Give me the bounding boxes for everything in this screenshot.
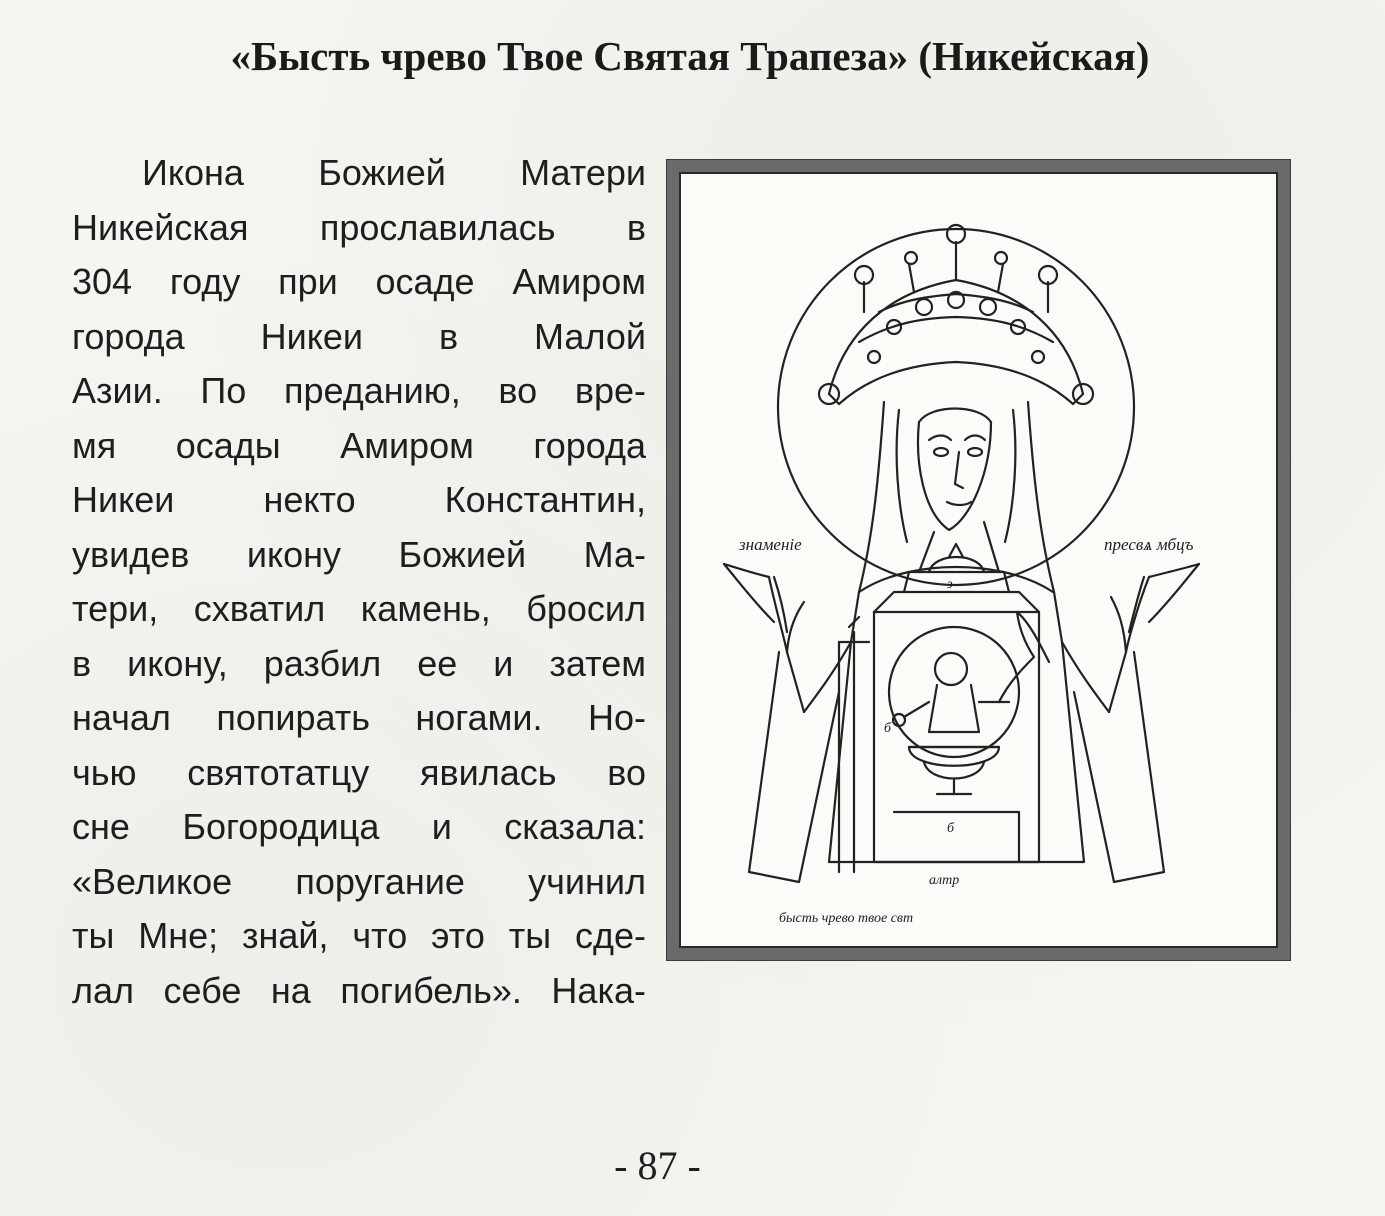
letter-left: б bbox=[884, 721, 892, 736]
text-line: 304 году при осаде Амиром bbox=[72, 261, 646, 302]
text-line: сне Богородица и сказала: bbox=[72, 806, 646, 847]
page-title: «Бысть чрево Твое Святая Трапеза» (Никейская) bbox=[230, 33, 1150, 79]
text-line: мя осады Амиром города bbox=[72, 424, 646, 466]
text-line: чью святотатцу явилась во bbox=[72, 751, 646, 793]
altar bbox=[839, 544, 1039, 872]
altar-label: алтр bbox=[929, 873, 960, 888]
page-number bbox=[0, 1142, 1385, 1189]
text-line: начал попирать ногами. Но- bbox=[72, 697, 646, 738]
face bbox=[918, 409, 991, 531]
text-line: Икона Божией Матери bbox=[142, 152, 646, 193]
text-line: города Никеи в Малой bbox=[72, 315, 646, 357]
child-medallion bbox=[889, 627, 1019, 757]
text-line: лал себе на погибель». Нака- bbox=[72, 969, 646, 1011]
inscription-right: пресвѧ мбцъ bbox=[1104, 535, 1194, 554]
text-line: увидев икону Божией Ма- bbox=[72, 533, 646, 575]
chalice-icon bbox=[909, 747, 999, 794]
body-text bbox=[72, 146, 646, 1018]
letter-top: з bbox=[947, 577, 953, 592]
text-line: «Великое поругание учинил bbox=[72, 860, 646, 902]
crown-icon bbox=[819, 225, 1093, 404]
text-line: ты Мне; знай, что это ты сде- bbox=[72, 915, 646, 956]
icon-illustration bbox=[667, 160, 1290, 960]
left-arm bbox=[724, 564, 851, 712]
inscription-left: знаменiе bbox=[739, 535, 802, 554]
letter-bottom: б bbox=[947, 821, 955, 836]
text-line: Никеи некто Константин, bbox=[72, 479, 646, 520]
halo bbox=[778, 229, 1134, 585]
text-line: тери, схватил камень, бросил bbox=[72, 588, 646, 629]
page-number-text: - 87 - bbox=[614, 1143, 701, 1188]
text-line: Никейская прославилась в bbox=[72, 206, 646, 248]
right-arm bbox=[1062, 564, 1199, 712]
text-line: Азии. По преданию, во вре- bbox=[72, 370, 646, 411]
icon-drawing bbox=[679, 172, 1278, 948]
text-line: в икону, разбил ее и затем bbox=[72, 642, 646, 684]
inscription-bottom: бысть чрево твое свт bbox=[779, 911, 914, 926]
